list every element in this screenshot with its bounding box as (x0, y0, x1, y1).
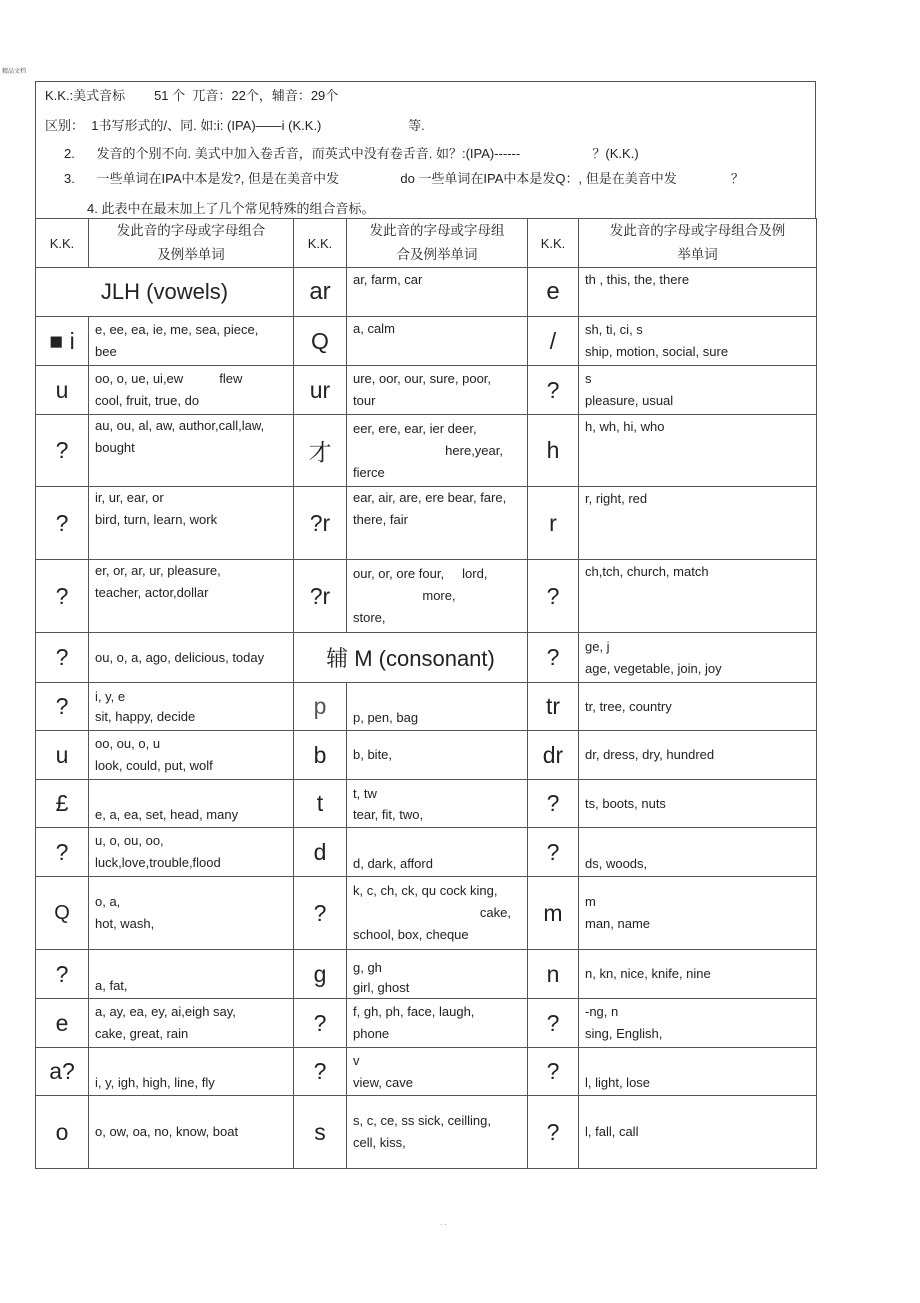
example-words (579, 366, 817, 415)
example-words (89, 317, 294, 366)
kk-symbol: ? (528, 1096, 579, 1169)
example-line: phone (353, 1026, 390, 1041)
kk-symbol: b (294, 731, 347, 780)
example-line: a, ay, ea, ey, ai,eigh say, (95, 1004, 236, 1019)
example-line: bought (95, 440, 135, 455)
kk-symbol: u (36, 366, 89, 415)
example-words (89, 999, 294, 1048)
kk-symbol: ? (36, 683, 89, 731)
example-line: o, a, (95, 894, 121, 909)
example-line: s (585, 371, 592, 386)
example-line: luck,love,trouble,flood (95, 855, 221, 870)
example-words: l, fall, call (579, 1096, 817, 1169)
example-line: ship, motion, social, sure (585, 344, 729, 359)
example-words: r, right, red (579, 487, 817, 560)
example-words (89, 828, 294, 877)
example-words: o, ow, oa, no, know, boat (89, 1096, 294, 1169)
example-words (579, 633, 817, 683)
kk-symbol: ?r (294, 560, 347, 633)
example-words: ds, woods, (579, 828, 817, 877)
table-row (36, 633, 817, 683)
example-line: v (353, 1052, 360, 1068)
kk-symbol: ? (36, 560, 89, 633)
example-line: cool, fruit, true, do (95, 393, 200, 408)
example-line: bird, turn, learn, work (95, 512, 218, 527)
example-line: more, (422, 588, 456, 603)
example-words: p, pen, bag (347, 683, 528, 731)
corner-note: 精品文档 (2, 69, 27, 75)
kk-symbol: Q (36, 877, 89, 950)
example-words: h, wh, hi, who (579, 415, 817, 487)
example-words: a, fat, (89, 950, 294, 999)
intro-line-4: 3. 一些单词在IPA中本是发?, 但是在美音中发 do 一些单词在IPA中本是发Q：, 但是在美音中发 ？ (64, 171, 744, 186)
kk-symbol: ? (528, 560, 579, 633)
header-desc-2a: 发此音的字母或字母组 (369, 223, 505, 238)
example-words (347, 415, 528, 487)
kk-symbol: 才 (294, 415, 347, 487)
kk-symbol: d (294, 828, 347, 877)
kk-symbol: ur (294, 366, 347, 415)
table-row (36, 1048, 817, 1096)
example-words (579, 877, 817, 950)
example-line: e, ee, ea, ie, me, sea, piece, (95, 322, 259, 337)
table-row (36, 683, 817, 731)
example-words: a, calm (347, 317, 528, 366)
kk-symbol: ? (36, 487, 89, 560)
table-row (36, 560, 817, 633)
example-line: our, or, ore four, lord, (353, 566, 488, 581)
header-desc-1b: 及例举单词 (157, 247, 225, 262)
vowels-label: JLH (vowels) (36, 268, 294, 317)
example-words (579, 317, 817, 366)
kk-symbol: ■ i (36, 317, 89, 366)
table-row (36, 950, 817, 999)
header-desc-3a: 发此音的字母或字母组合及例 (609, 223, 786, 238)
kk-symbol: u (36, 731, 89, 780)
example-words (89, 415, 294, 487)
example-words: ts, boots, nuts (579, 780, 817, 828)
example-line: cake, (479, 905, 511, 920)
kk-symbol: £ (36, 780, 89, 828)
kk-symbol: ? (36, 415, 89, 487)
example-line: oo, o, ue, ui,ew flew (95, 371, 243, 386)
example-words: ch,tch, church, match (579, 560, 817, 633)
example-words: n, kn, nice, knife, nine (579, 950, 817, 999)
header-desc-1a: 发此音的字母或字母组合 (116, 223, 266, 238)
kk-symbol: ? (528, 828, 579, 877)
example-words (347, 780, 528, 828)
example-words: ou, o, a, ago, delicious, today (89, 633, 294, 683)
kk-symbol: e (528, 268, 579, 317)
example-words: tr, tree, country (579, 683, 817, 731)
example-words (89, 366, 294, 415)
table-row (36, 317, 817, 366)
page-footer: . . (440, 1218, 447, 1227)
example-words (89, 683, 294, 731)
example-line: cell, kiss, (353, 1135, 406, 1150)
table-row (36, 999, 817, 1048)
example-line: tear, fit, two, (353, 806, 424, 822)
consonants-label: 辅 M (consonant) (294, 633, 528, 683)
kk-symbol: ? (36, 828, 89, 877)
example-line: m (585, 894, 596, 909)
table-row (36, 731, 817, 780)
example-line: pleasure, usual (585, 393, 674, 408)
example-line: here,year, (445, 442, 503, 458)
kk-symbol: ar (294, 268, 347, 317)
table-row (36, 366, 817, 415)
kk-symbol: ? (528, 366, 579, 415)
kk-symbol: a? (36, 1048, 89, 1096)
kk-symbol: m (528, 877, 579, 950)
example-line: man, name (585, 916, 651, 931)
example-line: ure, oor, our, sure, poor, (353, 371, 492, 386)
example-line: ge, j (585, 638, 610, 654)
table-row (36, 487, 817, 560)
example-line: teacher, actor,dollar (95, 585, 209, 600)
example-line: au, ou, al, aw, author,call,law, (95, 418, 265, 433)
table-row (36, 415, 817, 487)
example-line: i, y, e (95, 688, 126, 704)
example-line: hot, wash, (95, 916, 155, 931)
kk-symbol: o (36, 1096, 89, 1169)
kk-symbol: ? (294, 877, 347, 950)
example-words: dr, dress, dry, hundred (579, 731, 817, 780)
example-words (347, 950, 528, 999)
example-line: school, box, cheque (353, 927, 469, 942)
example-words (89, 877, 294, 950)
example-line: view, cave (353, 1074, 413, 1090)
kk-symbol: / (528, 317, 579, 366)
header-desc-3b: 举单词 (677, 247, 718, 262)
example-line: sh, ti, ci, s (585, 322, 643, 337)
kk-symbol: ? (528, 633, 579, 683)
example-line: look, could, put, wolf (95, 758, 213, 773)
kk-symbol: ?r (294, 487, 347, 560)
example-words (347, 1096, 528, 1169)
intro-line-3: 2. 发音的个别不向. 美式中加入卷舌音，而英式中没有卷舌音. 如？:(IPA)------ ？(K.K.) (64, 146, 639, 161)
example-line: t, tw (353, 785, 377, 801)
kk-symbol: ? (294, 999, 347, 1048)
example-words (347, 366, 528, 415)
example-line: ear, air, are, ere bear, fare, (353, 490, 507, 505)
example-line: girl, ghost (353, 980, 410, 995)
kk-symbol: dr (528, 731, 579, 780)
kk-symbol: ? (528, 1048, 579, 1096)
example-words (347, 560, 528, 633)
example-line: ir, ur, ear, or (95, 490, 164, 505)
example-words (89, 731, 294, 780)
example-line: store, (353, 610, 386, 625)
kk-symbol: Q (294, 317, 347, 366)
example-line: tour (353, 393, 376, 408)
example-words: th , this, the, there (579, 268, 817, 317)
example-line: f, gh, ph, face, laugh, (353, 1004, 475, 1019)
intro-box (35, 81, 816, 218)
header-desc-3 (579, 219, 817, 268)
example-line: eer, ere, ear, ier deer, (353, 420, 477, 436)
header-desc-1 (89, 219, 294, 268)
example-line: -ng, n (585, 1004, 619, 1019)
kk-symbol: e (36, 999, 89, 1048)
kk-symbol: tr (528, 683, 579, 731)
example-words: ar, farm, car (347, 268, 528, 317)
example-line: s, c, ce, ss sick, ceilling, (353, 1113, 491, 1128)
kk-symbol: ? (36, 950, 89, 999)
example-line: oo, ou, o, u (95, 736, 161, 751)
example-words (347, 487, 528, 560)
example-words: e, a, ea, set, head, many (89, 780, 294, 828)
example-words (89, 487, 294, 560)
example-words: b, bite, (347, 731, 528, 780)
example-line: u, o, ou, oo, (95, 833, 164, 848)
kk-symbol: t (294, 780, 347, 828)
kk-symbol: g (294, 950, 347, 999)
header-kk-3: K.K. (528, 219, 579, 268)
table-row (36, 268, 817, 317)
example-words: l, light, lose (579, 1048, 817, 1096)
table-header-row (36, 219, 817, 268)
header-desc-2 (347, 219, 528, 268)
example-line: age, vegetable, join, joy (585, 660, 722, 676)
header-kk-2: K.K. (294, 219, 347, 268)
kk-symbol: r (528, 487, 579, 560)
kk-symbol: ? (294, 1048, 347, 1096)
intro-line-5: 4. 此表中在最末加上了几个常见特殊的组合音标。 (87, 201, 375, 216)
intro-line-2: 区别： 1书写形式的/、同. 如:i: (IPA)——i (K.K.) 等. (45, 118, 425, 133)
table-row (36, 828, 817, 877)
kk-symbol: ? (36, 633, 89, 683)
example-line: bee (95, 344, 117, 359)
example-line: there, fair (353, 512, 408, 527)
kk-symbol: ? (528, 999, 579, 1048)
header-desc-2b: 合及例举单词 (396, 247, 478, 262)
example-line: fierce (353, 464, 385, 480)
kk-symbol: n (528, 950, 579, 999)
table-row (36, 780, 817, 828)
intro-line-1: K.K.:美式音标 51 个 兀音：22个，辅音：29个 (45, 88, 339, 103)
example-line: sing, English, (585, 1026, 663, 1041)
example-line: g, gh (353, 960, 382, 975)
example-words (347, 999, 528, 1048)
example-line: er, or, ar, ur, pleasure, (95, 563, 221, 578)
example-line: k, c, ch, ck, qu cock king, (353, 883, 498, 898)
example-words: i, y, igh, high, line, fly (89, 1048, 294, 1096)
table-row (36, 1096, 817, 1169)
kk-symbol: p (294, 683, 347, 731)
example-words (89, 560, 294, 633)
example-line: cake, great, rain (95, 1026, 189, 1041)
kk-symbol: ? (528, 780, 579, 828)
example-words (579, 999, 817, 1048)
kk-symbol: h (528, 415, 579, 487)
example-words: d, dark, afford (347, 828, 528, 877)
example-line: sit, happy, decide (95, 708, 196, 724)
example-words (347, 1048, 528, 1096)
example-words (347, 877, 528, 950)
table-row (36, 877, 817, 950)
kk-symbol: s (294, 1096, 347, 1169)
phonetic-table (35, 218, 817, 1169)
header-kk-1: K.K. (36, 219, 89, 268)
